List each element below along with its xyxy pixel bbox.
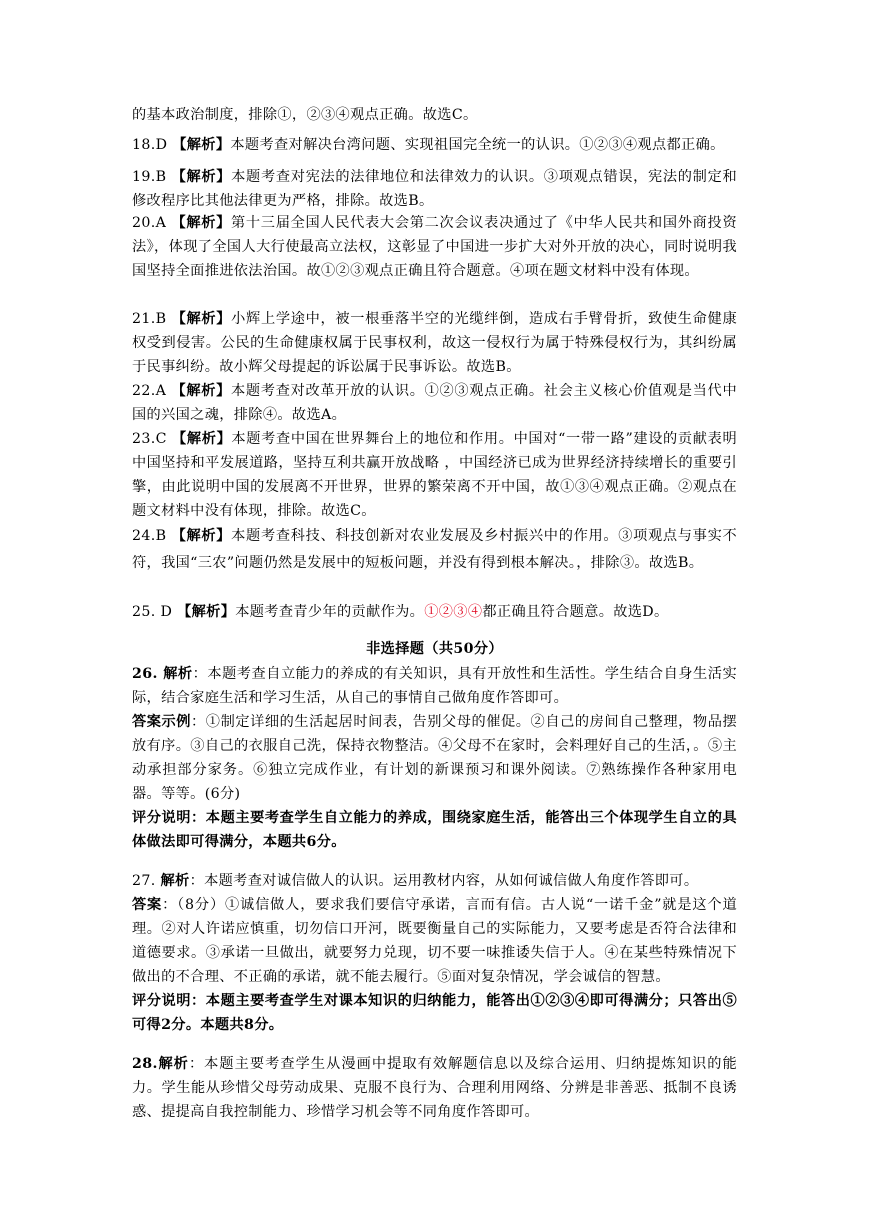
answer-number: 24.B [132,528,167,544]
answer-number: 18.D [132,137,168,153]
answer-26 [132,662,737,854]
answer-text-end: 都正确且符合题意。故选D。 [482,604,669,620]
analysis-tag: 【解析】 [171,169,232,185]
analysis-tag: 【解析】 [171,215,232,231]
analysis-tag: 【解析】 [172,137,231,153]
answer-text: 本题考查中国在世界舞台上的地位和作用。中国对“一带一路”建设的贡献表明中国坚持和平发展道路，坚持互利共赢开放战略 ，中国经济已成为世界经济持续增长的重要引擎，由此说明中国的发展离不开世界，世界的繁荣离不开中国，故①③④观点正确。②观点在题文材料中没有体现，排除。故选C。 [132,431,737,519]
answer-text: ：本题考查对诚信做人的认识。运用教材内容，从如何诚信做人角度作答即可。 [189,873,699,889]
section-title: 非选择题（共50分） [366,641,503,657]
scoring-note: 评分说明：本题主要考查学生对课本知识的归纳能力，能答出①②③④即可得满分；只答出⑤可得2分。本题共8分。 [132,993,737,1033]
analysis-label: 解析 [160,873,190,889]
answer-number: 19.B [132,169,167,185]
analysis-tag: 【解析】 [171,528,232,544]
answer-text: 第十三届全国人民代表大会第二次会议表决通过了《中华人民共和国外商投资法》，体现了全国人大行使最高立法权，这彰显了中国进一步扩大对外开放的决心，同时说明我国坚持全面推进依法治国。故①②③观点正确且符合题意。④项在题文材料中没有体现。 [132,215,737,279]
answer-number: 22.A [132,383,167,399]
answer-example-text: ：①制定详细的生活起居时间表，告别父母的催促。②自己的房间自己整理，物品摆放有序。③自己的衣服自己洗，保持衣物整洁。④父母不在家时，会料理好自己的生活，。⑤主动承担部分家务。⑥独立完成作业，有计划的新课预习和课外阅读。⑦熟练操作各种家用电器。等等。(6分) [132,714,737,802]
answer-20 [132,211,737,283]
answer-text: 小辉上学途中，被一根垂落半空的光缆绊倒，造成右手臂骨折，致使生命健康权受到侵害。公民的生命健康权属于民事权利，故这一侵权行为属于特殊侵权行为，其纠纷属于民事纠纷。故小辉父母提起的诉讼属于民事诉讼。故选B。 [132,311,737,375]
analysis-tag: 【解析】 [172,431,232,447]
answer-number: 21.B [132,311,167,327]
answer-number: 25. D [132,604,173,620]
answer-number: 20.A [132,215,167,231]
highlighted-options: ①②③④ [424,604,483,620]
answer-21 [132,307,737,379]
answer-label: 答案 [132,897,163,913]
answer-text: 本题考查对改革开放的认识。①②③观点正确。社会主义核心价值观是当代中国的兴国之魂，排除④。故选A。 [132,383,737,423]
answer-text: 本题考查对宪法的法律地位和法律效力的认识。③项观点错误，宪法的制定和修改程序比其他法律更为严格，排除。故选B。 [132,169,737,209]
answer-28 [132,1052,737,1124]
paragraph-17-cont: 的基本政治制度，排除①，②③④观点正确。故选C。 [132,107,478,123]
analysis-tag: 【解析】 [171,383,232,399]
scoring-note: 评分说明：本题主要考查学生自立能力的养成，围绕家庭生活，能答出三个体现学生自立的具体做法即可得满分，本题共6分。 [132,810,737,850]
answer-25 [132,600,737,624]
answer-text: 本题考查对解决台湾问题、实现祖国完全统一的认识。①②③④观点都正确。 [230,137,725,153]
answer-number: 27. [132,873,161,889]
answer-number: 23.C [132,431,167,447]
answer-27 [132,869,737,1037]
analysis-label: 28.解析 [132,1056,189,1072]
answer-content: ：（8分）①诚信做人，要求我们要信守承诺，言而有信。古人说“一诺千金”就是这个道理。②对人许诺应慎重，切勿信口开河，既要衡量自己的实际能力，又要考虑是否符合法律和道德要求。③承诺一旦做出，就要努力兑现，切不要一味推诿失信于人。④在某些特殊情况下做出的不合理、不正确的承诺，就不能去履行。⑤面对复杂情况，学会诚信的智慧。 [132,897,737,985]
answer-text: 本题考查青少年的贡献作为。 [235,604,425,620]
answer-18 [132,133,737,157]
answer-example-label: 答案示例 [132,714,192,730]
answer-19 [132,165,737,213]
analysis-label: 26. 解析 [132,666,193,682]
analysis-tag: 【解析】 [171,311,232,327]
answer-22 [132,379,737,427]
answer-text: ：本题主要考查学生从漫画中提取有效解题信息以及综合运用、归纳提炼知识的能力。学生能从珍惜父母劳动成果、克服不良行为、合理利用网络、分辨是非善恶、抵制不良诱惑、提提高自我控制能力、珍惜学习机会等不同角度作答即可。 [132,1056,738,1120]
answer-text: ：本题考查自立能力的养成的有关知识，具有开放性和生活性。学生结合自身生活实际，结合家庭生活和学习生活，从自己的事情自己做角度作答即可。 [132,666,737,706]
answer-23 [132,427,737,523]
analysis-tag: 【解析】 [177,604,236,620]
answer-text: 本题考查科技、科技创新对农业发展及乡村振兴中的作用。③项观点与事实不符，我国“三农”问题仍然是发展中的短板问题，并没有得到根本解决。，排除③。故选B。 [132,528,737,571]
answer-24 [132,523,737,577]
